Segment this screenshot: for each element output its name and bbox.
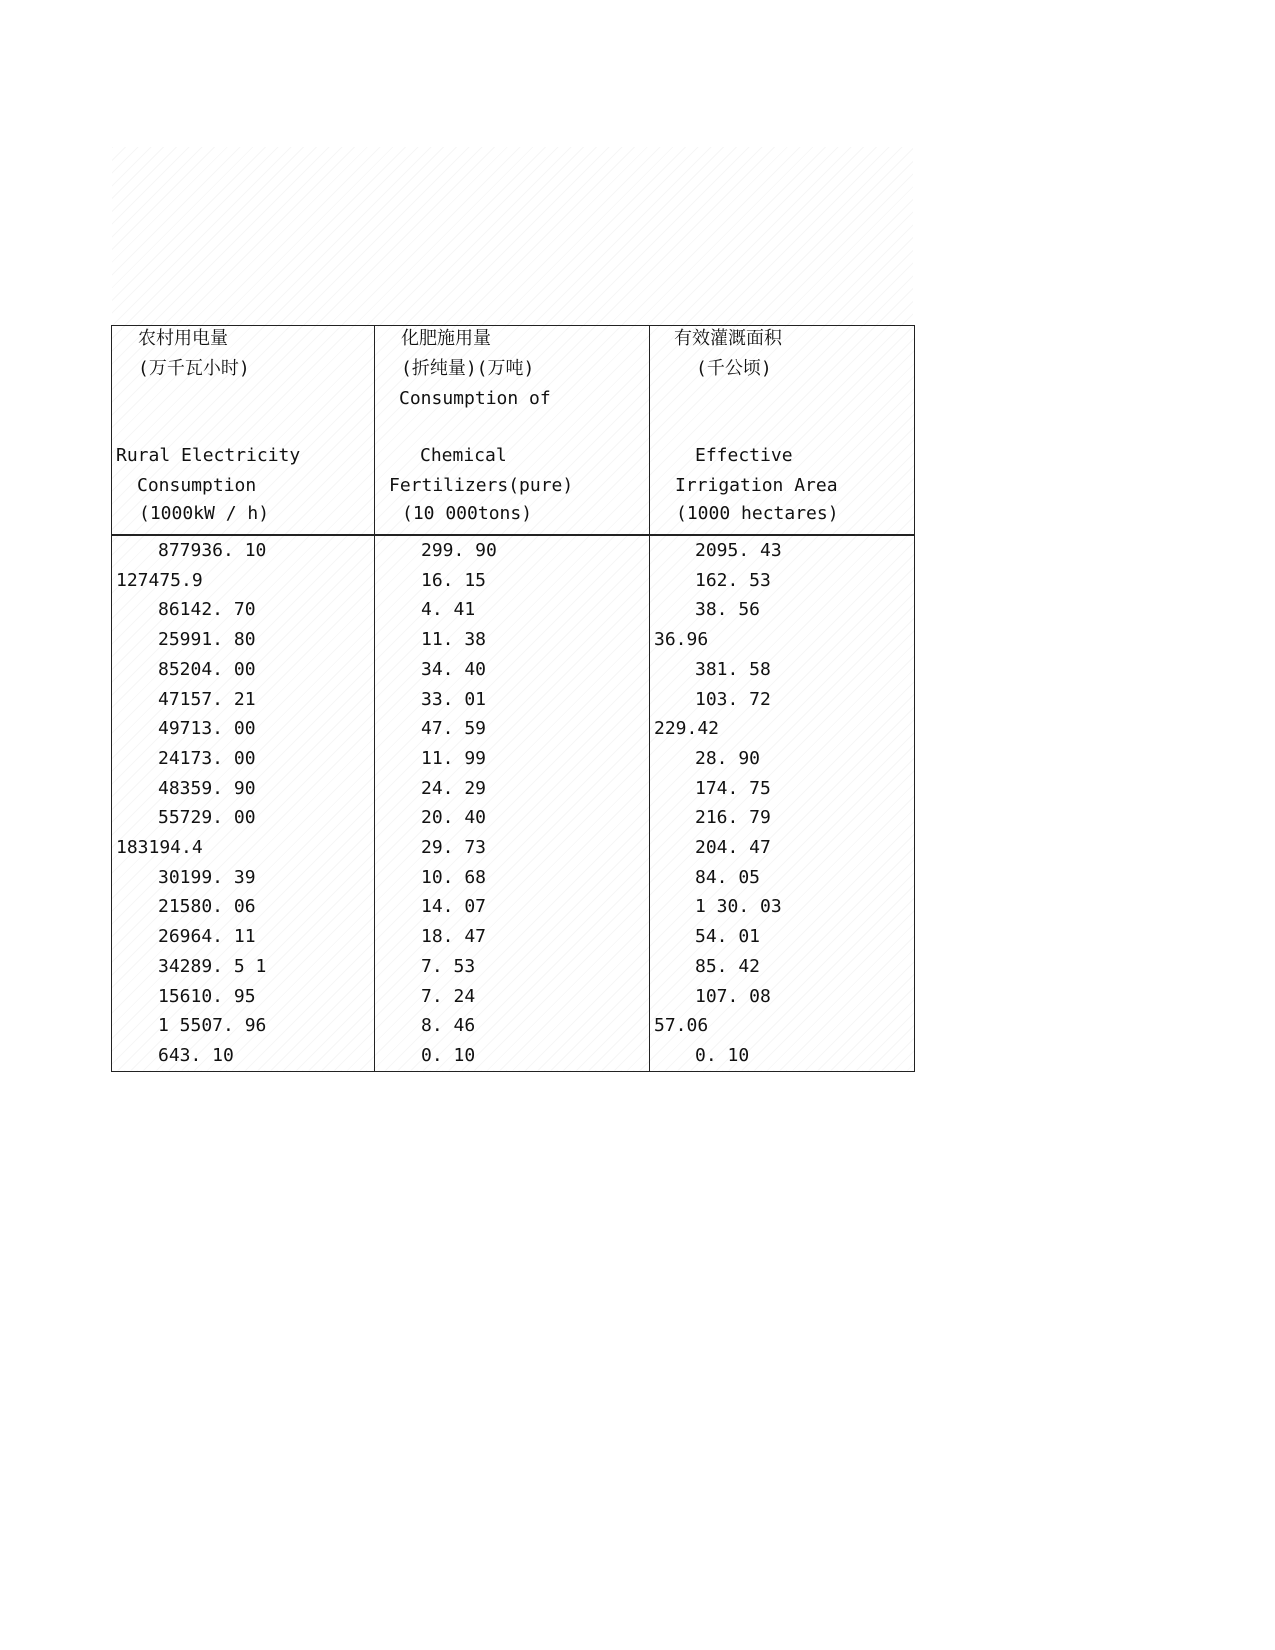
- cell-fertilizer: 10. 68: [375, 863, 650, 893]
- cell-fertilizer: 33. 01: [375, 685, 650, 715]
- table-row: [112, 655, 915, 685]
- cell-fertilizer: 299. 90: [375, 535, 650, 566]
- header-zh-name: 农村用电量: [138, 328, 228, 349]
- cell-electricity: 643. 10: [112, 1041, 375, 1072]
- cell-irrigation: 229.42: [650, 714, 915, 744]
- cell-electricity: 55729. 00: [112, 803, 375, 833]
- header-en-line2: Fertilizers(pure): [389, 475, 574, 496]
- header-en-line1: Rural Electricity: [116, 445, 301, 466]
- cell-fertilizer: 4. 41: [375, 595, 650, 625]
- cell-fertilizer: 47. 59: [375, 714, 650, 744]
- table-row: [112, 1041, 915, 1072]
- cell-fertilizer: 11. 99: [375, 744, 650, 774]
- header-zh-unit: (折纯量)(万吨): [401, 358, 535, 379]
- cell-electricity: 86142. 70: [112, 595, 375, 625]
- table-row: [112, 863, 915, 893]
- cell-fertilizer: 11. 38: [375, 625, 650, 655]
- cell-fertilizer: 7. 24: [375, 982, 650, 1012]
- header-en-line1: Chemical: [420, 445, 507, 466]
- header-en-line2: Irrigation Area: [675, 475, 838, 496]
- header-row: [112, 326, 915, 536]
- table-row: [112, 1011, 915, 1041]
- cell-irrigation: 28. 90: [650, 744, 915, 774]
- table-row: [112, 892, 915, 922]
- header-effective-irrigation: [650, 326, 915, 536]
- cell-fertilizer: 0. 10: [375, 1041, 650, 1072]
- cell-irrigation: 57.06: [650, 1011, 915, 1041]
- header-rural-electricity: [112, 326, 375, 536]
- table-row: [112, 625, 915, 655]
- table-row: [112, 714, 915, 744]
- cell-irrigation: 1 30. 03: [650, 892, 915, 922]
- cell-electricity: 15610. 95: [112, 982, 375, 1012]
- cell-electricity: 47157. 21: [112, 685, 375, 715]
- table-row: [112, 803, 915, 833]
- cell-electricity: 48359. 90: [112, 774, 375, 804]
- cell-irrigation: 0. 10: [650, 1041, 915, 1072]
- table-row: [112, 566, 915, 596]
- table-row: [112, 922, 915, 952]
- cell-electricity: 1 5507. 96: [112, 1011, 375, 1041]
- cell-electricity: 877936. 10: [112, 535, 375, 566]
- cell-electricity: 183194.4: [112, 833, 375, 863]
- header-zh-unit: (千公顷): [696, 358, 772, 379]
- header-zh-name: 有效灌溉面积: [674, 328, 782, 349]
- header-en-unit: (10 000tons): [402, 503, 533, 524]
- cell-fertilizer: 14. 07: [375, 892, 650, 922]
- table-row: [112, 744, 915, 774]
- header-zh-name: 化肥施用量: [401, 328, 491, 349]
- cell-irrigation: 36.96: [650, 625, 915, 655]
- cell-irrigation: 38. 56: [650, 595, 915, 625]
- cell-electricity: 34289. 5 1: [112, 952, 375, 982]
- header-zh-unit: (万千瓦小时): [138, 358, 250, 379]
- cell-fertilizer: 7. 53: [375, 952, 650, 982]
- cell-electricity: 30199. 39: [112, 863, 375, 893]
- cell-fertilizer: 20. 40: [375, 803, 650, 833]
- cell-electricity: 24173. 00: [112, 744, 375, 774]
- cell-electricity: 127475.9: [112, 566, 375, 596]
- table-row: [112, 774, 915, 804]
- cell-irrigation: 2095. 43: [650, 535, 915, 566]
- table-row: [112, 982, 915, 1012]
- cell-electricity: 21580. 06: [112, 892, 375, 922]
- cell-irrigation: 84. 05: [650, 863, 915, 893]
- header-en-line2: Consumption: [137, 475, 257, 496]
- cell-irrigation: 216. 79: [650, 803, 915, 833]
- cell-fertilizer: 8. 46: [375, 1011, 650, 1041]
- cell-irrigation: 107. 08: [650, 982, 915, 1012]
- cell-fertilizer: 24. 29: [375, 774, 650, 804]
- cell-irrigation: 204. 47: [650, 833, 915, 863]
- table-row: [112, 952, 915, 982]
- cell-irrigation: 85. 42: [650, 952, 915, 982]
- cell-irrigation: 103. 72: [650, 685, 915, 715]
- cell-electricity: 25991. 80: [112, 625, 375, 655]
- cell-fertilizer: 34. 40: [375, 655, 650, 685]
- table-row: [112, 833, 915, 863]
- header-en-unit: (1000 hectares): [676, 503, 839, 524]
- cell-irrigation: 174. 75: [650, 774, 915, 804]
- hatched-header-band: [112, 147, 913, 325]
- table-row: [112, 595, 915, 625]
- header-en-line0: Consumption of: [399, 388, 551, 409]
- header-en-line1: Effective: [695, 445, 793, 466]
- cell-electricity: 26964. 11: [112, 922, 375, 952]
- cell-electricity: 85204. 00: [112, 655, 375, 685]
- cell-irrigation: 162. 53: [650, 566, 915, 596]
- cell-irrigation: 54. 01: [650, 922, 915, 952]
- table-row: [112, 535, 915, 566]
- header-chemical-fertilizers: [375, 326, 650, 536]
- cell-fertilizer: 18. 47: [375, 922, 650, 952]
- cell-electricity: 49713. 00: [112, 714, 375, 744]
- cell-fertilizer: 16. 15: [375, 566, 650, 596]
- cell-fertilizer: 29. 73: [375, 833, 650, 863]
- agriculture-data-table: [111, 325, 915, 1072]
- cell-irrigation: 381. 58: [650, 655, 915, 685]
- header-en-unit: (1000kW / h): [139, 503, 270, 524]
- table-row: [112, 685, 915, 715]
